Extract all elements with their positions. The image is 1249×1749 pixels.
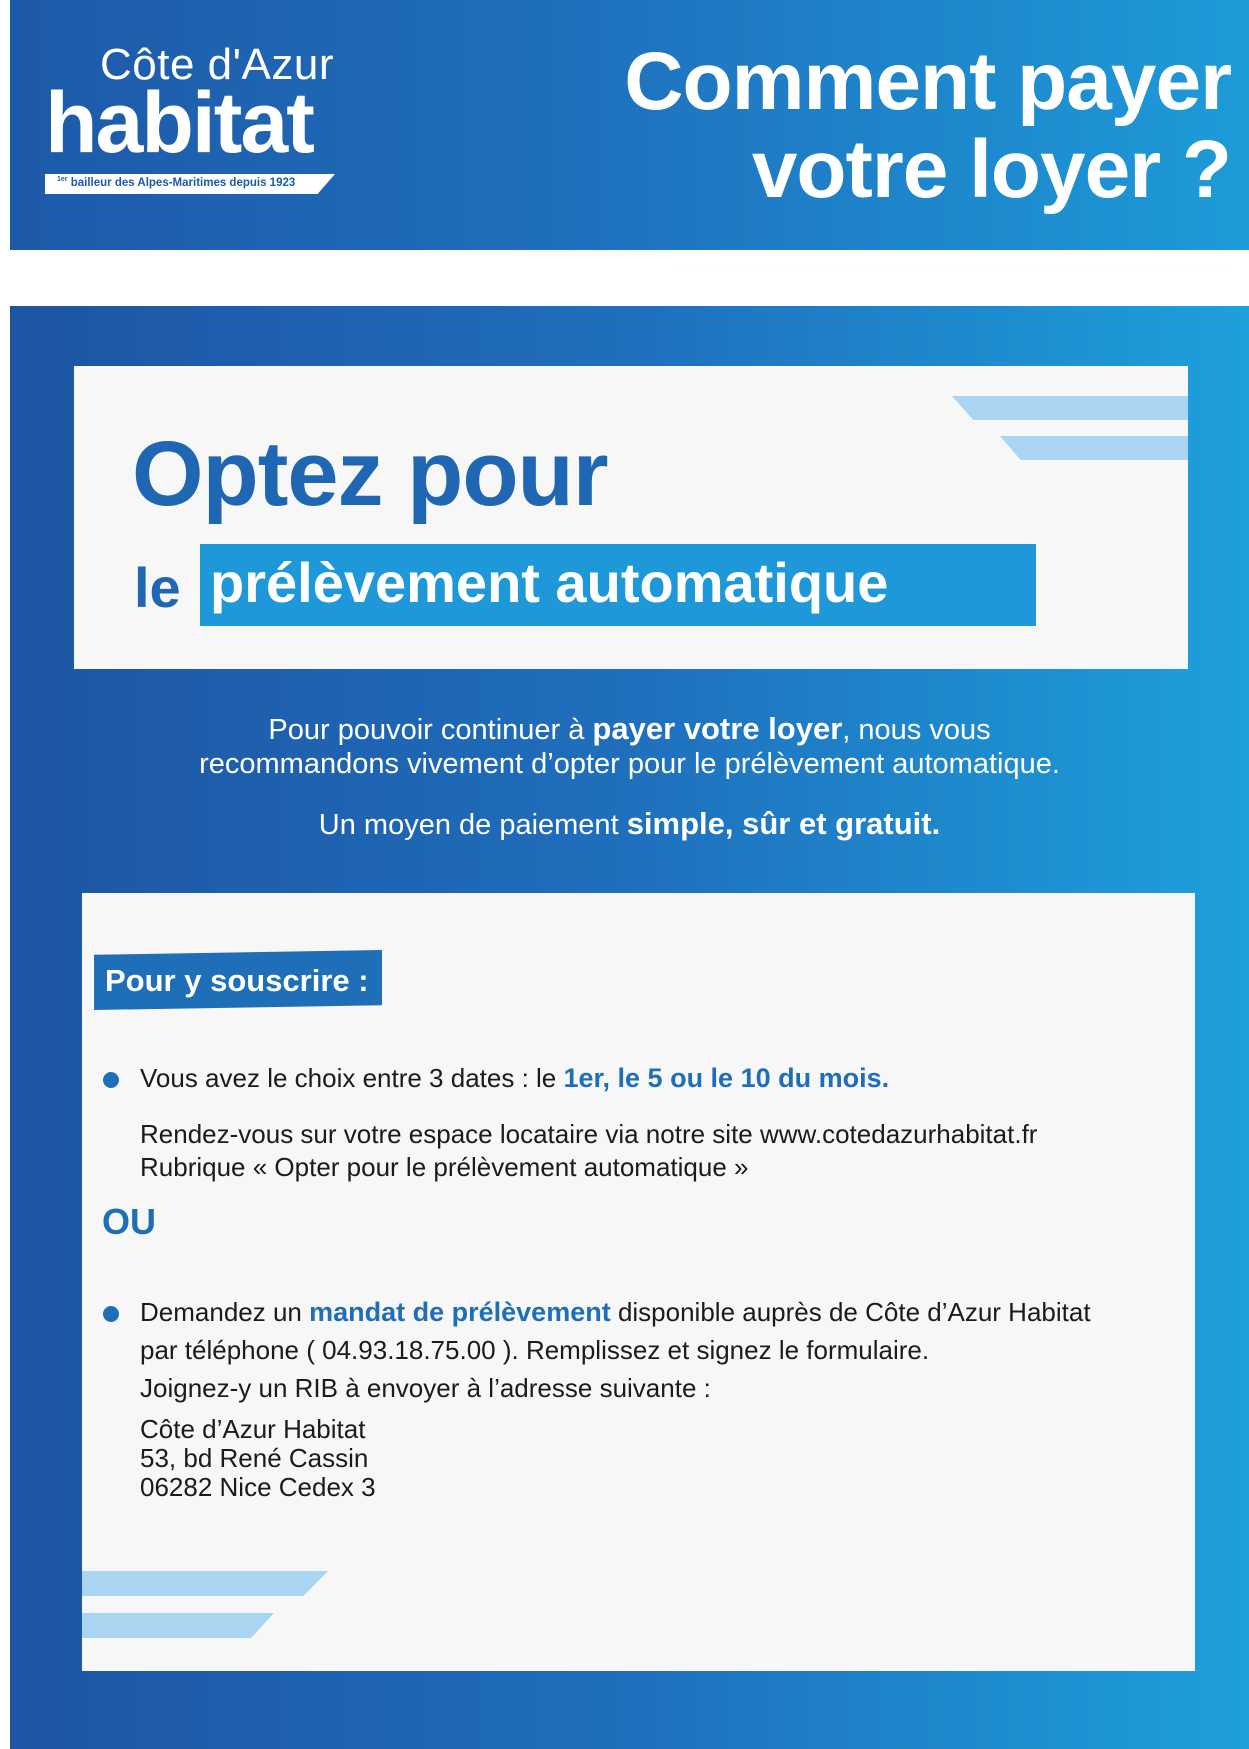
option1-line3: Rubrique « Opter pour le prélèvement automatique » xyxy=(140,1152,749,1182)
decorative-stripe xyxy=(82,1613,274,1638)
address-line: 06282 Nice Cedex 3 xyxy=(140,1472,376,1502)
decorative-stripe xyxy=(952,396,1188,420)
header-banner xyxy=(10,0,1249,250)
hero-title: Optez pour xyxy=(132,423,608,525)
option2-text-end: disponible auprès de Côte d’Azur Habitat xyxy=(610,1297,1091,1327)
bullet-icon xyxy=(103,1306,119,1322)
page-title-line2: votre loyer ? xyxy=(751,124,1231,215)
subscribe-card xyxy=(82,893,1195,1671)
option1-line1 xyxy=(140,1062,889,1094)
brand-logo xyxy=(45,40,355,200)
intro-p2-emphasis: simple, sûr et gratuit. xyxy=(626,806,941,841)
hero-subtitle-prefix: le xyxy=(134,556,181,619)
intro-p1-emphasis: payer votre loyer xyxy=(592,711,843,746)
main-panel xyxy=(10,306,1249,1749)
address-line: Côte d’Azur Habitat xyxy=(140,1414,366,1444)
option2-emphasis: mandat de prélèvement xyxy=(309,1297,611,1327)
option2-text-start: Demandez un xyxy=(140,1297,310,1327)
subscribe-badge-label: Pour y souscrire : xyxy=(105,963,369,998)
logo-tagline-sup: 1er xyxy=(57,176,68,183)
logo-main-text: habitat xyxy=(45,75,313,171)
option2-line2: par téléphone ( 04.93.18.75.00 ). Remplissez et signez le formulaire. xyxy=(140,1335,930,1365)
address-line: 53, bd René Cassin xyxy=(140,1443,369,1473)
option1-line2: Rendez-vous sur votre espace locataire via notre site www.cotedazurhabitat.fr xyxy=(140,1119,1038,1149)
page-title xyxy=(471,38,1231,214)
logo-top-text: Côte d'Azur xyxy=(100,40,335,89)
hero-subtitle-highlight: prélèvement automatique xyxy=(210,551,889,614)
page-title-line1: Comment payer xyxy=(624,36,1231,127)
intro-p2-start: Un moyen de paiement xyxy=(318,809,627,841)
intro-paragraph-2 xyxy=(10,807,1249,842)
option2-line3: Joignez-y un RIB à envoyer à l’adresse suivante : xyxy=(140,1373,711,1403)
intro-text xyxy=(10,712,1249,842)
postal-address xyxy=(140,1415,376,1502)
logo-tagline xyxy=(57,176,295,189)
option1-dates: 1er, le 5 ou le 10 du mois. xyxy=(563,1063,890,1093)
intro-p1-line2: recommandons vivement d’opter pour le prélèvement automatique. xyxy=(199,748,1060,780)
or-separator: OU xyxy=(102,1201,156,1242)
intro-paragraph-1 xyxy=(10,712,1249,781)
intro-p1-start: Pour pouvoir continuer à xyxy=(268,714,593,746)
option2-line1 xyxy=(140,1296,1091,1328)
option1-text: Vous avez le choix entre 3 dates : le xyxy=(140,1063,564,1093)
decorative-stripe xyxy=(82,1571,328,1596)
decorative-stripe xyxy=(1000,436,1188,460)
bullet-icon xyxy=(103,1072,119,1088)
logo-tagline-text: bailleur des Alpes-Maritimes depuis 1923 xyxy=(70,176,296,189)
intro-p1-end: , nous vous xyxy=(842,714,991,746)
hero-box xyxy=(74,366,1188,669)
